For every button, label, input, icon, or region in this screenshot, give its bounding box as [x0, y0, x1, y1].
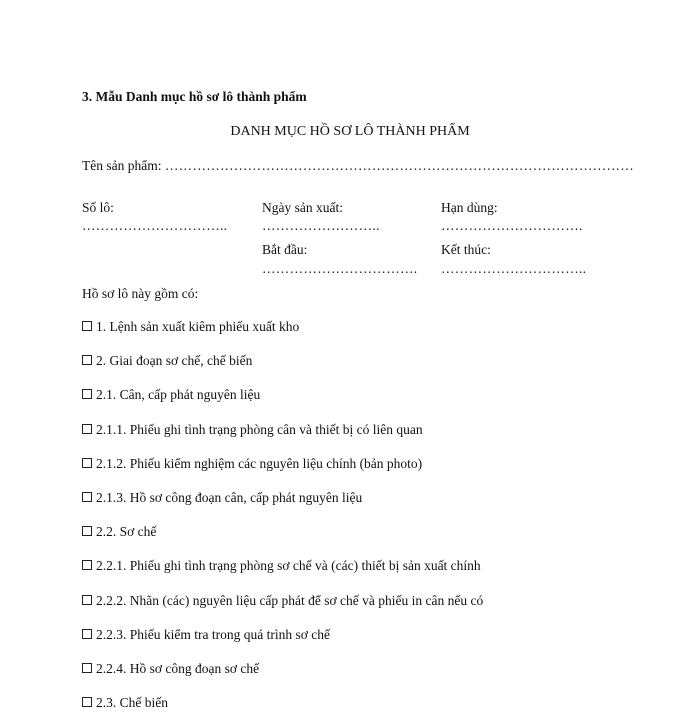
checklist-item — [82, 318, 483, 352]
checklist-item — [82, 592, 483, 626]
checklist-item — [82, 694, 483, 728]
expiry-date-blank: …………………………. — [441, 218, 583, 233]
checklist-item-label: 2.2. Sơ chế — [96, 524, 157, 540]
checkbox-icon[interactable] — [82, 697, 92, 707]
product-name-label: Tên sản phẩm: — [82, 158, 162, 173]
checkbox-icon[interactable] — [82, 321, 92, 331]
product-name-row — [82, 158, 634, 174]
checkbox-icon[interactable] — [82, 458, 92, 468]
manufacture-date-blank: …………………….. — [262, 218, 380, 233]
checklist-item-label: 2.1.1. Phiếu ghi tình trạng phòng cân và thiết bị có liên quan — [96, 421, 423, 437]
product-name-blank: ………………………………………………………………………………………… — [164, 158, 635, 173]
checklist-item — [82, 557, 483, 591]
checkbox-icon[interactable] — [82, 526, 92, 536]
checklist-item — [82, 455, 483, 489]
checklist-item — [82, 386, 483, 420]
checklist-item-label: 2.3. Chế biến — [96, 695, 168, 711]
checklist — [82, 318, 483, 728]
checkbox-icon[interactable] — [82, 424, 92, 434]
checklist-item — [82, 523, 483, 557]
contents-intro: Hồ sơ lô này gồm có: — [82, 286, 199, 301]
checklist-item-label: 1. Lệnh sản xuất kiêm phiếu xuất kho — [96, 319, 300, 334]
checklist-item-label: 2.1. Cân, cấp phát nguyên liệu — [96, 387, 261, 403]
checklist-item — [82, 352, 483, 386]
checklist-item — [82, 626, 483, 660]
checklist-item-label: 2. Giai đoạn sơ chế, chế biến — [96, 353, 253, 369]
checklist-item-label: 2.2.3. Phiếu kiểm tra trong quá trình sơ chế — [96, 626, 330, 642]
section-heading: 3. Mẫu Danh mục hồ sơ lô thành phẩm — [82, 89, 307, 104]
checklist-item-label: 2.2.1. Phiếu ghi tình trạng phòng sơ chế và (các) thiết bị sản xuất chính — [96, 558, 481, 574]
checklist-item — [82, 660, 483, 694]
document-title: DANH MỤC HỒ SƠ LÔ THÀNH PHẨM — [230, 124, 470, 139]
lot-number-label: Số lô: — [82, 200, 114, 215]
checklist-item-label: 2.1.3. Hồ sơ công đoạn cân, cấp phát nguyên liệu — [96, 489, 363, 505]
manufacture-date-label: Ngày sản xuất: — [262, 200, 343, 215]
start-date-label: Bắt đầu: — [262, 242, 308, 257]
checkbox-icon[interactable] — [82, 560, 92, 570]
expiry-date-label: Hạn dùng: — [441, 200, 498, 215]
lot-number-blank: ………………………….. — [82, 218, 228, 233]
checklist-item-label: 2.1.2. Phiếu kiểm nghiệm các nguyên liệu chính (bản photo) — [96, 455, 423, 471]
start-date-blank: ……………………………. — [262, 261, 418, 276]
end-date-blank: ………………………….. — [441, 261, 587, 276]
checkbox-icon[interactable] — [82, 492, 92, 502]
checkbox-icon[interactable] — [82, 389, 92, 399]
checkbox-icon[interactable] — [82, 355, 92, 365]
checklist-item — [82, 489, 483, 523]
checklist-item-label: 2.2.4. Hồ sơ công đoạn sơ chế — [96, 660, 260, 676]
end-date-label: Kết thúc: — [441, 242, 491, 257]
checklist-item-label: 2.2.2. Nhãn (các) nguyên liệu cấp phát để sơ chế và phiếu in cân nếu có — [96, 592, 484, 608]
checklist-item — [82, 421, 483, 455]
checkbox-icon[interactable] — [82, 629, 92, 639]
checkbox-icon[interactable] — [82, 663, 92, 673]
checkbox-icon[interactable] — [82, 595, 92, 605]
